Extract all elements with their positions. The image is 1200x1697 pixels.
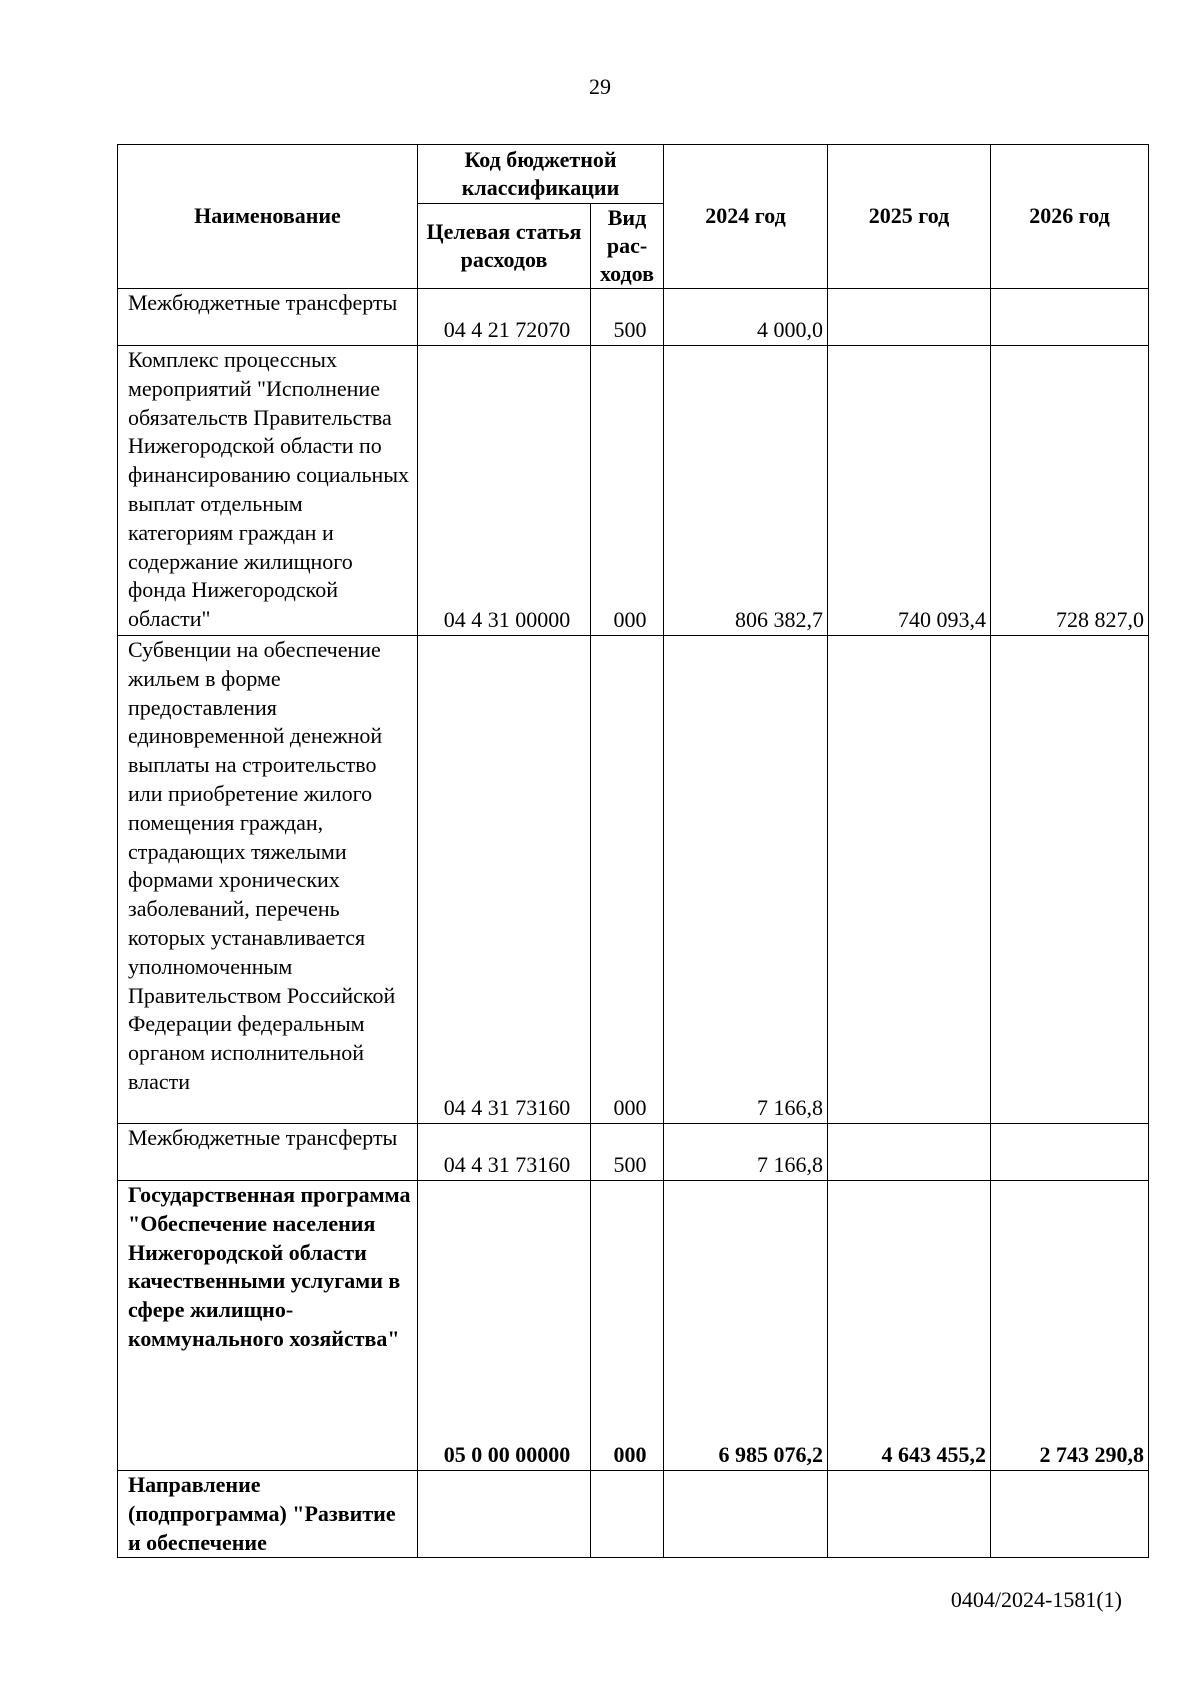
row-target-code: 04 4 31 73160: [418, 1124, 591, 1181]
table-row: [118, 1181, 1149, 1471]
row-value-2025: [828, 1124, 991, 1181]
row-expense-type: 000: [591, 346, 664, 636]
row-value-2026: 728 827,0: [991, 346, 1149, 636]
table-body: [118, 289, 1149, 1558]
row-name: Государственная программа "Обеспечение населения Нижегородской области качественными услугами в сфере жилищно-коммунального хозяйства": [118, 1181, 418, 1471]
table-row: [118, 1471, 1149, 1558]
table-header: [118, 145, 1149, 289]
row-target-code: 04 4 21 72070: [418, 289, 591, 346]
row-expense-type: 500: [591, 289, 664, 346]
header-2025: 2025 год: [828, 145, 991, 289]
table-row: [118, 1124, 1149, 1181]
row-value-2024: [664, 1471, 828, 1558]
header-2026: 2026 год: [991, 145, 1149, 289]
row-expense-type: 000: [591, 636, 664, 1124]
row-expense-type: 000: [591, 1181, 664, 1471]
row-name: Комплекс процессных мероприятий "Исполнение обязательств Правительства Нижегородской области по финансированию социальных выплат отдельным категориям граждан и содержание жилищного фонда Нижегородской области": [118, 346, 418, 636]
row-name: Межбюджетные трансферты: [118, 1124, 418, 1181]
row-value-2026: [991, 636, 1149, 1124]
row-value-2025: 4 643 455,2: [828, 1181, 991, 1471]
row-target-code: 04 4 31 73160: [418, 636, 591, 1124]
header-target-article: Целевая статья расходов: [418, 204, 591, 289]
table-row: [118, 346, 1149, 636]
row-value-2025: [828, 636, 991, 1124]
row-value-2025: [828, 289, 991, 346]
page-number: 29: [589, 74, 611, 99]
row-expense-type: [591, 1471, 664, 1558]
row-value-2026: [991, 1124, 1149, 1181]
table-row: [118, 636, 1149, 1124]
table-row: [118, 289, 1149, 346]
row-value-2025: 740 093,4: [828, 346, 991, 636]
row-value-2024: 806 382,7: [664, 346, 828, 636]
row-value-2025: [828, 1471, 991, 1558]
row-value-2024: 4 000,0: [664, 289, 828, 346]
row-value-2024: 7 166,8: [664, 1124, 828, 1181]
header-name: Наименование: [118, 145, 418, 289]
document-code: 0404/2024-1581(1): [950, 1587, 1122, 1612]
row-name: Межбюджетные трансферты: [118, 289, 418, 346]
header-expense-type: Вид рас- ходов: [591, 204, 664, 289]
row-target-code: 04 4 31 00000: [418, 346, 591, 636]
row-expense-type: 500: [591, 1124, 664, 1181]
row-value-2026: [991, 289, 1149, 346]
row-name: Направление (подпрограмма) "Развитие и обеспечение: [118, 1471, 418, 1558]
row-value-2026: [991, 1471, 1149, 1558]
row-value-2024: 7 166,8: [664, 636, 828, 1124]
header-2024: 2024 год: [664, 145, 828, 289]
budget-table: [117, 144, 1149, 1558]
row-target-code: 05 0 00 00000: [418, 1181, 591, 1471]
row-target-code: [418, 1471, 591, 1558]
header-kbk: Код бюджетной классификации: [418, 145, 664, 204]
row-value-2026: 2 743 290,8: [991, 1181, 1149, 1471]
row-name: Субвенции на обеспечение жильем в форме предоставления единовременной денежной выплаты на строительство или приобретение жилого помещения граждан, страдающих тяжелыми формами хронических заболеваний, перечень которых устанавливается уполномоченным Правительством Российской Федерации федеральным органом исполнительной власти: [118, 636, 418, 1124]
row-value-2024: 6 985 076,2: [664, 1181, 828, 1471]
